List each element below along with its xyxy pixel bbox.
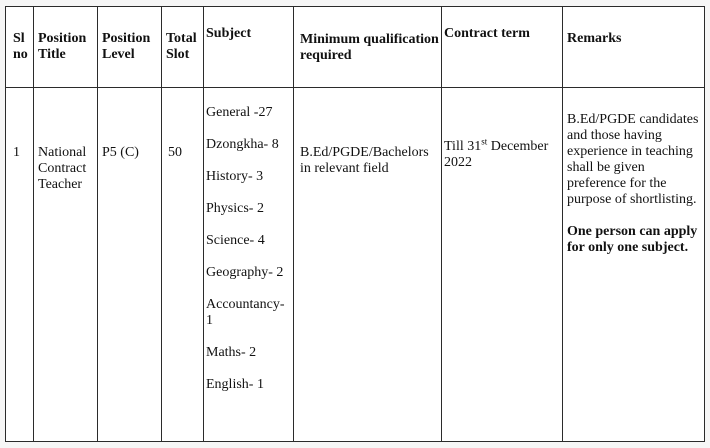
- cell-subjects: [204, 88, 294, 442]
- contract-term-ordinal: st: [481, 136, 488, 147]
- subject-item: Physics- 2: [206, 201, 264, 216]
- vacancy-table: [5, 6, 705, 442]
- subject-item: Maths- 2: [206, 345, 257, 360]
- subject-item: Science- 4: [206, 233, 265, 248]
- remarks-note: One person can apply for only one subject.: [567, 224, 698, 255]
- table-header-row: [6, 7, 705, 88]
- header-total-slot: Total Slot: [162, 7, 204, 88]
- header-min-qualification: Minimum qualification required: [294, 7, 442, 88]
- contract-term-suffix: December 2022: [444, 139, 549, 170]
- subject-item: Dzongkha- 8: [206, 137, 279, 152]
- table-row: [6, 88, 705, 442]
- header-subject: Subject: [204, 7, 294, 88]
- cell-position-level: P5 (C): [98, 88, 162, 442]
- contract-term-prefix: Till 31: [444, 139, 482, 154]
- cell-contract-term: [442, 88, 563, 442]
- cell-total-slot: 50: [162, 88, 204, 442]
- subject-item: General -27: [206, 105, 273, 120]
- subject-item: Geography- 2: [206, 265, 284, 280]
- cell-min-qualification: B.Ed/PGDE/Bachelors in relevant field: [294, 88, 442, 442]
- remarks-text: B.Ed/PGDE candidates and those having experience in teaching shall be given preference for the purpose of shortlisting.: [567, 112, 699, 207]
- header-contract-term: Contract term: [442, 7, 563, 88]
- cell-sl-no: 1: [6, 88, 34, 442]
- subject-item: History- 3: [206, 169, 264, 184]
- subject-item: English- 1: [206, 377, 264, 392]
- header-position-title: Position Title: [34, 7, 98, 88]
- subject-item: Accountancy- 1: [206, 297, 285, 328]
- header-position-level: Position Level: [98, 7, 162, 88]
- header-remarks: Remarks: [563, 7, 705, 88]
- header-sl-no: Sl no: [6, 7, 34, 88]
- cell-position-title: National Contract Teacher: [34, 88, 98, 442]
- cell-remarks: [563, 88, 705, 442]
